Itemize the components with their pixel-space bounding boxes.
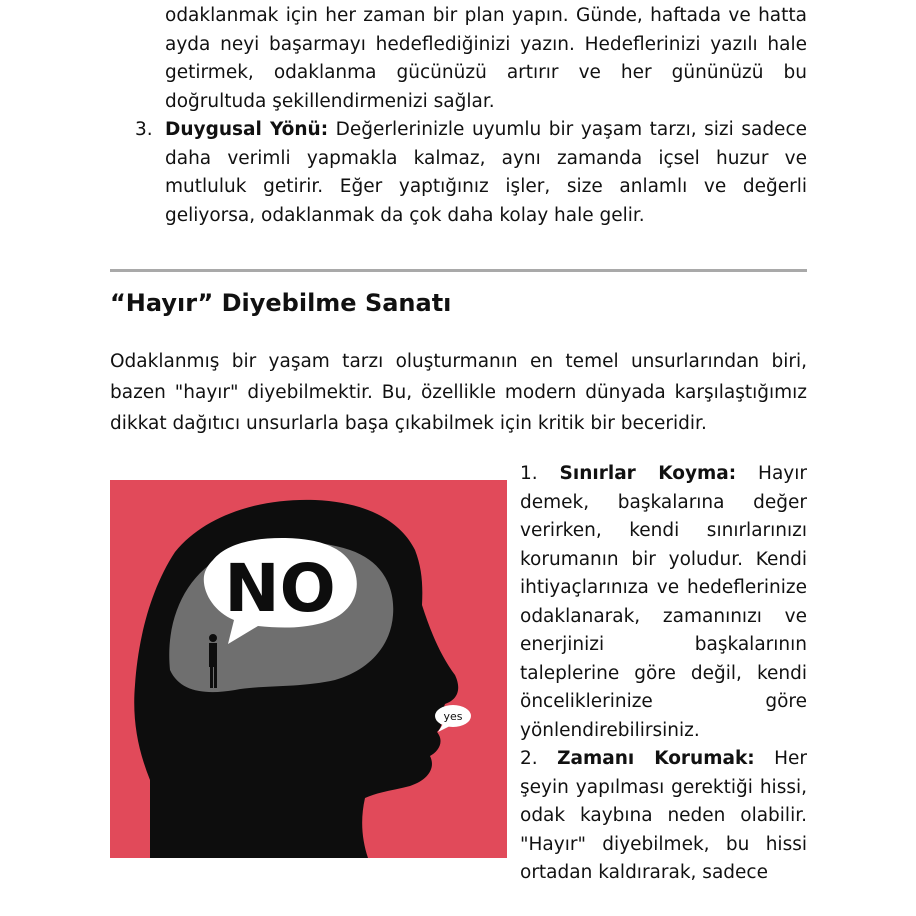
- side-item-1: [520, 460, 807, 745]
- numbered-list: [135, 2, 807, 230]
- list-item-title: Duygusal Yönü:: [165, 119, 329, 140]
- side-item-title: Zamanı Korumak:: [557, 748, 755, 769]
- list-item-paragraph: [165, 116, 807, 230]
- side-item-text: Hayır demek, başkalarına değer verirken, kendi sınırlarınızı korumanın bir yoludur. Kendi ihtiyaçlarınıza ve hedeflerinize odaklanarak, zamanınızı ve enerjinizi başkalarının taleplerine göre değil, kendi önceliklerinize göre yönlendirebilirsiniz.: [520, 463, 807, 741]
- side-item-number: 2.: [520, 748, 538, 769]
- head-silhouette-illustration: [110, 480, 507, 858]
- no-text: NO: [224, 550, 336, 627]
- section-intro: Odaklanmış bir yaşam tarzı oluşturmanın en temel unsurlarından biri, bazen "hayır" diyebilmektir. Bu, özellikle modern dünyada karşılaştığımız dikkat dağıtıcı unsurlarla başa çıkabilmek için kritik bir beceridir.: [110, 351, 807, 434]
- list-item-text: odaklanmak için her zaman bir plan yapın. Günde, haftada ve hatta ayda neyi başarmayı hedeflediğinizi yazın. Hedeflerinizi yazılı hale getirmek, odaklanma gücünüzü artırır ve her gününüzü bu doğrultuda şekillendirmenizi sağlar.: [165, 5, 807, 112]
- list-item-text: Değerlerinizle uyumlu bir yaşam tarzı, sizi sadece daha verimli yapmakla kalmaz, aynı zamanda içsel huzur ve mutluluk getirir. Eğer yaptığınız işler, size anlamlı ve değerli geliyorsa, odaklanmak da çok daha kolay hale gelir.: [165, 119, 807, 226]
- section-divider: [110, 269, 807, 272]
- side-item-title: Sınırlar Koyma:: [559, 463, 737, 484]
- side-item-text: Her şeyin yapılması gerektiği hissi, odak kaybına neden olabilir. "Hayır" diyebilmek, bu hissi ortadan kaldırarak, sadece: [520, 748, 808, 883]
- side-item-2: [520, 745, 807, 888]
- list-item-number: 3.: [135, 119, 153, 140]
- section-title: “Hayır” Diyebilme Sanatı: [110, 289, 452, 317]
- illustration: [110, 480, 507, 858]
- list-item-3: [135, 116, 807, 230]
- yes-text: yes: [443, 710, 463, 723]
- side-text-column: [520, 460, 807, 888]
- side-item-number: 1.: [520, 463, 538, 484]
- list-item-continuation: [135, 2, 807, 116]
